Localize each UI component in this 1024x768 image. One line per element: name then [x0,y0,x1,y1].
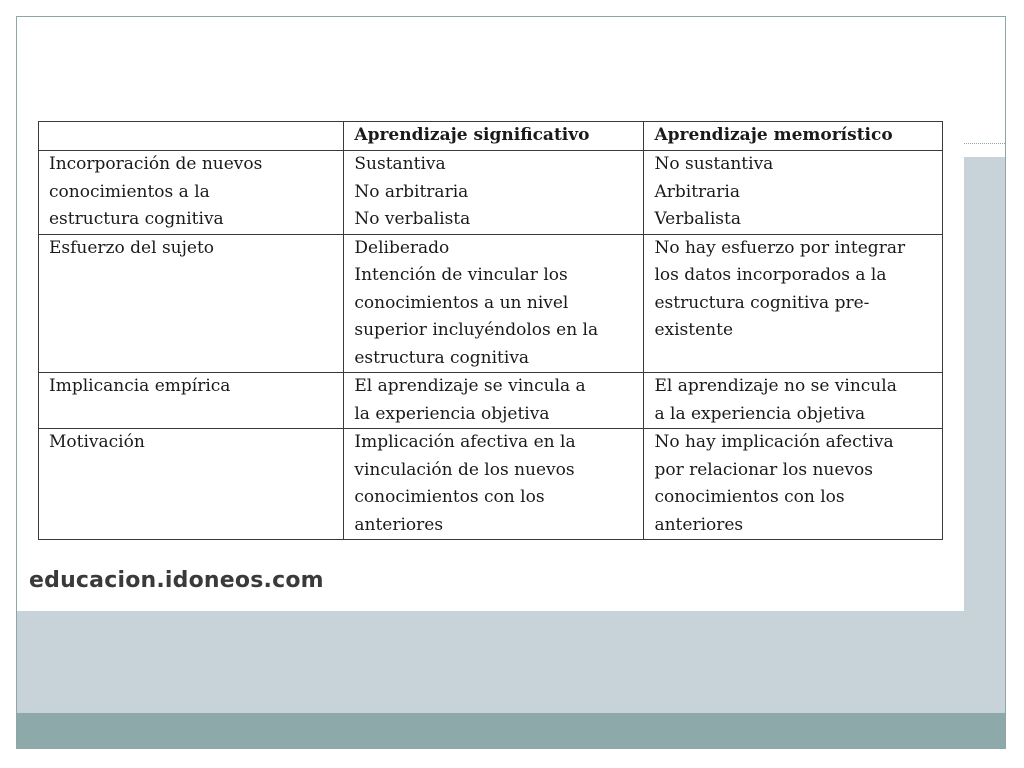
source-watermark: educacion.idoneos.com [29,568,324,593]
table-row [39,151,943,235]
significativo-cell [344,234,644,373]
comparison-table [38,121,943,540]
cell-line: vinculación de los nuevos [354,459,575,480]
cell-line: Incorporación de nuevos [49,154,263,174]
cell-line: estructura cognitiva [354,347,530,368]
cell-line: estructura cognitiva pre- [654,292,870,313]
cell-line: Implicancia empírica [49,376,231,396]
row-label [39,373,344,429]
memoristico-cell [644,429,943,540]
cell-line: por relacionar los nuevos [654,459,874,480]
cell-line: los datos incorporados a la [654,265,887,285]
row-label [39,151,344,235]
cell-line: a la experiencia objetiva [654,403,866,424]
cell-line: Sustantiva [354,154,446,174]
header-memoristico: Aprendizaje memorístico [644,122,943,151]
cell-line: conocimientos con los [654,487,845,507]
table-row [39,429,943,540]
cell-line: existente [654,320,734,340]
cell-line: No arbitraria [354,181,469,202]
cell-line: El aprendizaje se vincula a [354,376,586,396]
table-row [39,373,943,429]
cell-line: No hay implicación afectiva [654,432,894,452]
header-empty-cell [39,122,344,151]
table-row [39,234,943,373]
cell-line: anteriores [654,514,744,535]
cell-line: estructura cognitiva [49,209,224,229]
cell-line: conocimientos a un nivel [354,292,569,313]
cell-line: Deliberado [354,237,450,258]
cell-line: No verbalista [354,209,471,229]
cell-line: la experiencia objetiva [354,403,550,424]
cell-line: Motivación [49,432,145,452]
cell-line: No hay esfuerzo por integrar [654,237,906,258]
row-label [39,429,344,540]
cell-line: anteriores [354,514,444,535]
cell-line: El aprendizaje no se vincula [654,376,897,396]
cell-line: Esfuerzo del sujeto [49,237,215,258]
slide [16,16,1006,749]
significativo-cell [344,373,644,429]
comparison-image [17,17,964,611]
significativo-cell [344,429,644,540]
footer-bar [17,713,1006,748]
memoristico-cell [644,234,943,373]
cell-line: conocimientos a la [49,181,210,202]
row-label [39,234,344,373]
cell-line: superior incluyéndolos en la [354,320,599,340]
significativo-cell [344,151,644,235]
memoristico-cell [644,373,943,429]
cell-line: conocimientos con los [354,487,545,507]
cell-line: Verbalista [654,209,741,229]
header-significativo: Aprendizaje significativo [344,122,644,151]
cell-line: Intención de vincular los [354,265,568,285]
table-header-row [39,122,943,151]
cell-line: Implicación afectiva en la [354,432,576,452]
dotted-divider [964,143,1006,144]
memoristico-cell [644,151,943,235]
cell-line: No sustantiva [654,154,774,174]
cell-line: Arbitraria [654,181,740,202]
